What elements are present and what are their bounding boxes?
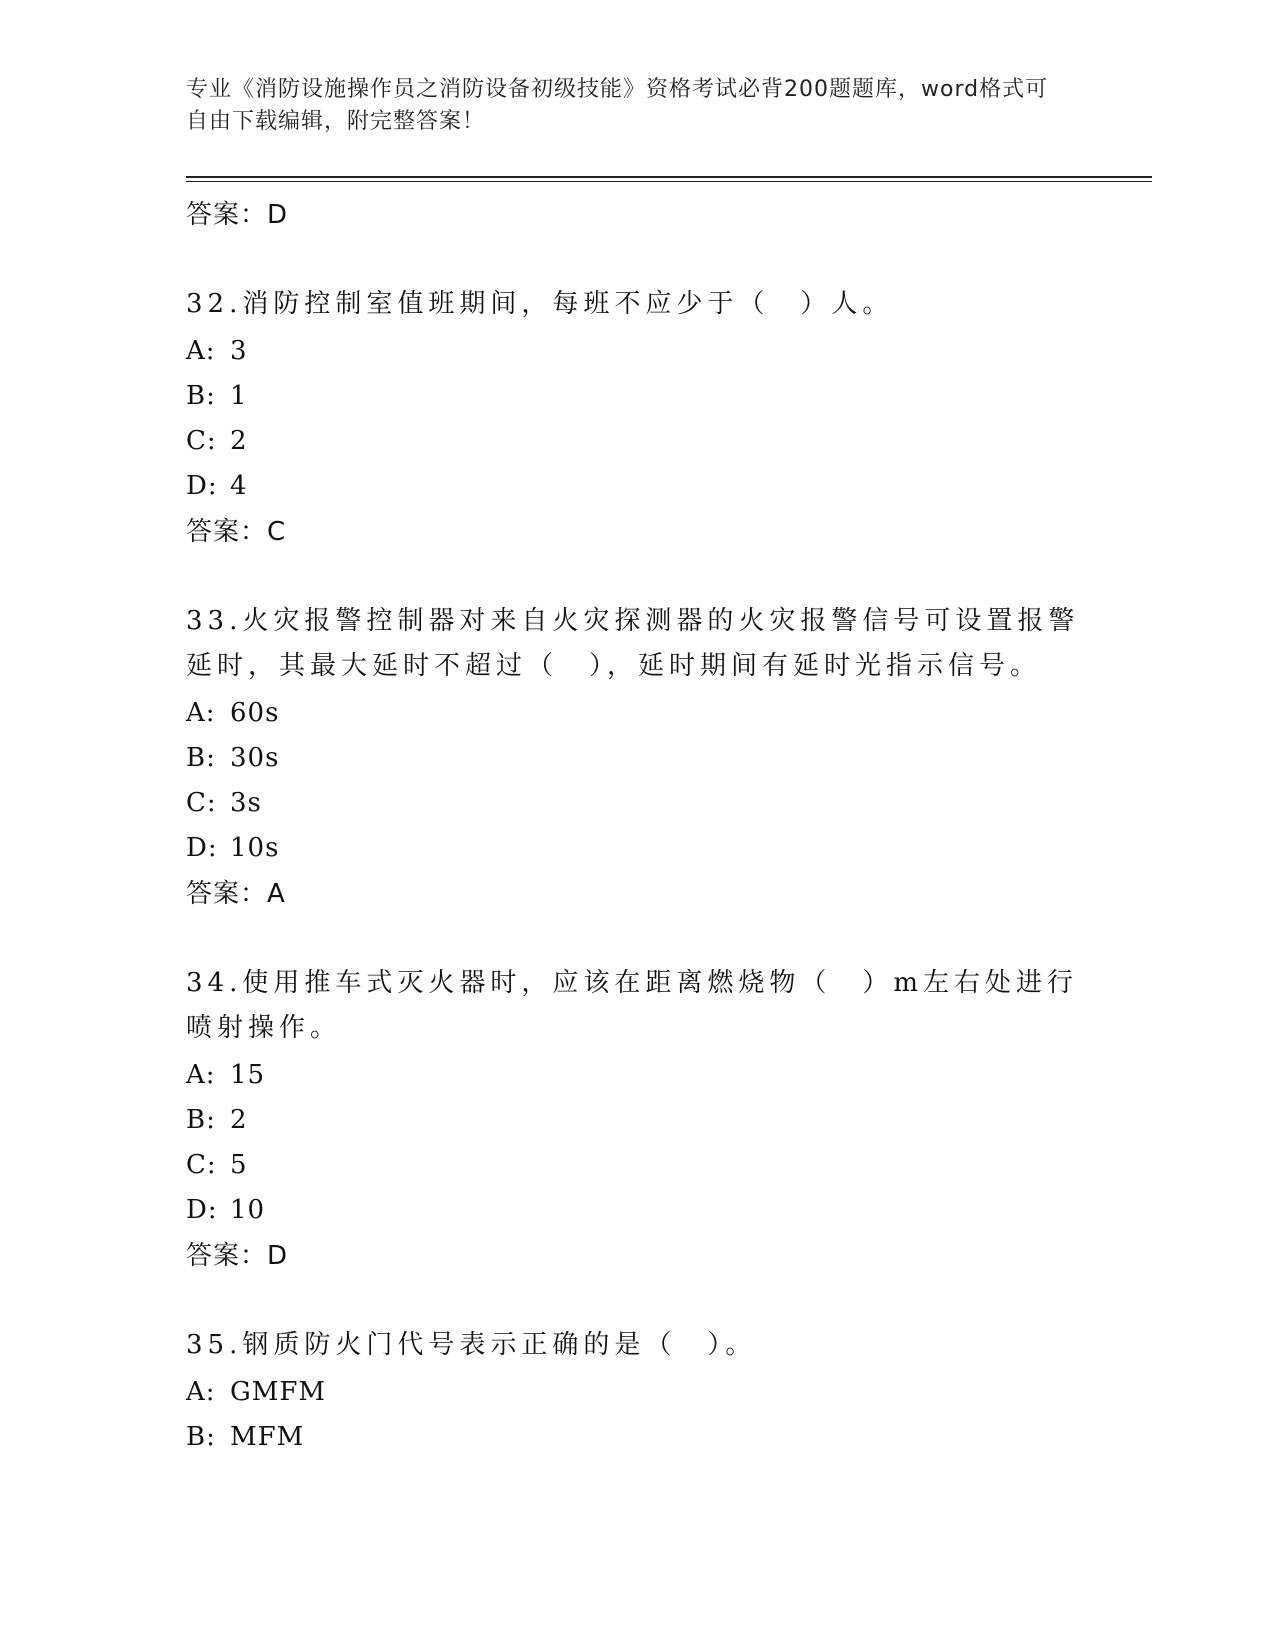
option-letter: B: (186, 743, 216, 773)
answer-label: 答案： (186, 879, 268, 909)
option-value: 3s (230, 788, 262, 818)
question-34 (186, 961, 1086, 1279)
option-value: 1 (230, 381, 248, 411)
option-letter: C: (186, 426, 217, 456)
question-text: 33.火灾报警控制器对来自火灾探测器的火灾报警信号可设置报警延时，其最大延时不超过（ ），延时期间有延时光指示信号。 (186, 606, 1080, 681)
question-text: 34.使用推车式灭火器时，应该在距离燃烧物（ ）m左右处进行喷射操作。 (186, 968, 1079, 1043)
option-letter: A: (186, 698, 216, 728)
answer-value: D (267, 200, 289, 230)
option-a (186, 1053, 1086, 1098)
option-b (186, 1098, 1086, 1143)
option-letter: A: (186, 1377, 216, 1407)
question-35 (186, 1323, 1086, 1460)
option-value: GMFM (230, 1377, 327, 1407)
option-d (186, 464, 1086, 509)
option-a (186, 1370, 1086, 1415)
answer-value: C (267, 517, 287, 547)
option-value: 60s (230, 698, 280, 728)
answer-value: D (267, 1241, 289, 1271)
option-b (186, 1415, 1086, 1460)
option-letter: D: (186, 1195, 218, 1225)
option-d (186, 1188, 1086, 1233)
answer-label: 答案： (186, 517, 268, 547)
header-text: 专业《消防设施操作员之消防设备初级技能》资格考试必背200题题库，word格式可自由下载编辑，附完整答案！ (186, 77, 1049, 134)
option-b (186, 374, 1086, 419)
option-value: MFM (230, 1422, 305, 1452)
option-value: 3 (230, 336, 248, 366)
header-divider (186, 176, 1152, 178)
answer (186, 1233, 1086, 1279)
header-divider-thin (186, 181, 1152, 182)
option-letter: C: (186, 788, 217, 818)
option-letter: D: (186, 833, 218, 863)
option-value: 5 (230, 1150, 248, 1180)
option-letter: B: (186, 381, 216, 411)
option-b (186, 736, 1086, 781)
option-a (186, 691, 1086, 736)
option-letter: C: (186, 1150, 217, 1180)
option-value: 10s (230, 833, 280, 863)
answer-label: 答案： (186, 200, 268, 230)
question-text: 32.消防控制室值班期间，每班不应少于（ ）人。 (186, 289, 894, 319)
option-value: 15 (230, 1060, 266, 1090)
option-a (186, 329, 1086, 374)
answer (186, 871, 1086, 917)
option-d (186, 826, 1086, 871)
option-letter: D: (186, 471, 218, 501)
option-c (186, 1143, 1086, 1188)
option-letter: B: (186, 1105, 216, 1135)
question-32 (186, 282, 1086, 555)
option-c (186, 419, 1086, 464)
answer-label: 答案： (186, 1241, 268, 1271)
option-letter: B: (186, 1422, 216, 1452)
answer-value: A (267, 879, 286, 909)
option-value: 30s (230, 743, 280, 773)
answer (186, 509, 1086, 555)
question-text: 35.钢质防火门代号表示正确的是（ ）。 (186, 1330, 757, 1360)
option-c (186, 781, 1086, 826)
document-body (186, 192, 1086, 1504)
option-value: 4 (230, 471, 248, 501)
option-value: 2 (230, 1105, 248, 1135)
option-letter: A: (186, 336, 216, 366)
question-33 (186, 599, 1086, 917)
page-header (186, 74, 1066, 138)
option-value: 10 (230, 1195, 266, 1225)
previous-answer (186, 192, 1086, 238)
option-letter: A: (186, 1060, 216, 1090)
option-value: 2 (230, 426, 248, 456)
